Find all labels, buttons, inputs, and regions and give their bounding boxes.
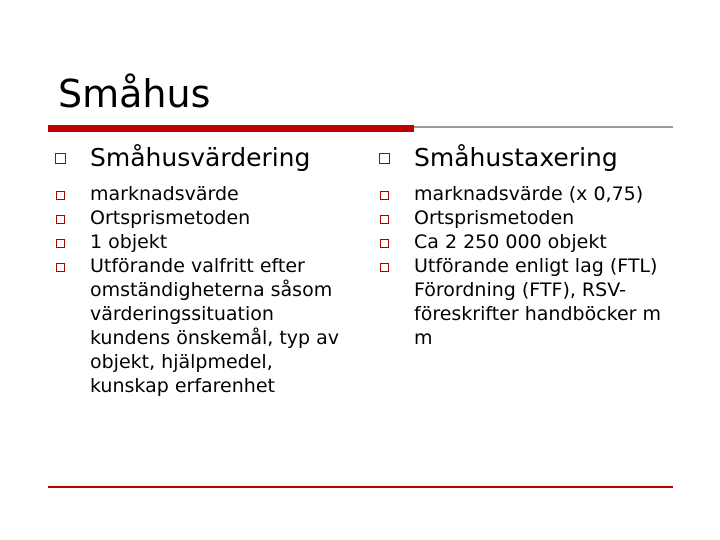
list-item bbox=[52, 254, 352, 398]
square-bullet-icon bbox=[56, 239, 65, 248]
left-item-text: 1 objekt bbox=[90, 231, 168, 253]
list-item bbox=[376, 254, 682, 350]
left-column bbox=[52, 142, 352, 398]
right-item-text: marknadsvärde (x 0,75) bbox=[414, 183, 644, 205]
title-underline bbox=[48, 125, 673, 133]
list-item bbox=[52, 206, 352, 230]
right-item-text: Ortsprismetoden bbox=[414, 207, 575, 229]
right-column bbox=[376, 142, 676, 350]
right-heading-item bbox=[376, 142, 676, 174]
square-bullet-icon bbox=[56, 191, 65, 200]
square-bullet-icon bbox=[56, 215, 65, 224]
left-item-text: Utförande valfritt efter omständigheterna såsom värderingssituation kundens önskemål, typ av objekt, hjälpmedel, kunskap erfarenhet bbox=[90, 255, 340, 397]
square-bullet-icon bbox=[380, 215, 389, 224]
right-heading: Småhustaxering bbox=[414, 143, 618, 172]
list-item bbox=[52, 182, 352, 206]
list-item bbox=[376, 230, 676, 254]
list-item bbox=[52, 230, 352, 254]
right-item-text: Ca 2 250 000 objekt bbox=[414, 231, 607, 253]
square-bullet-icon bbox=[380, 239, 389, 248]
square-bullet-icon bbox=[56, 263, 65, 272]
square-bullet-icon bbox=[379, 153, 390, 164]
square-bullet-icon bbox=[55, 153, 66, 164]
list-item bbox=[376, 182, 676, 206]
left-item-text: marknadsvärde bbox=[90, 183, 239, 205]
list-item bbox=[376, 206, 676, 230]
underline-red bbox=[48, 125, 414, 132]
right-item-text: Utförande enligt lag (FTL) Förordning (FTF), RSV-föreskrifter handböcker m m bbox=[414, 255, 662, 349]
square-bullet-icon bbox=[380, 263, 389, 272]
left-heading: Småhusvärdering bbox=[90, 143, 311, 172]
bottom-rule bbox=[48, 486, 673, 488]
slide-title: Småhus bbox=[58, 72, 211, 116]
left-heading-item bbox=[52, 142, 352, 174]
square-bullet-icon bbox=[380, 191, 389, 200]
left-item-text: Ortsprismetoden bbox=[90, 207, 251, 229]
